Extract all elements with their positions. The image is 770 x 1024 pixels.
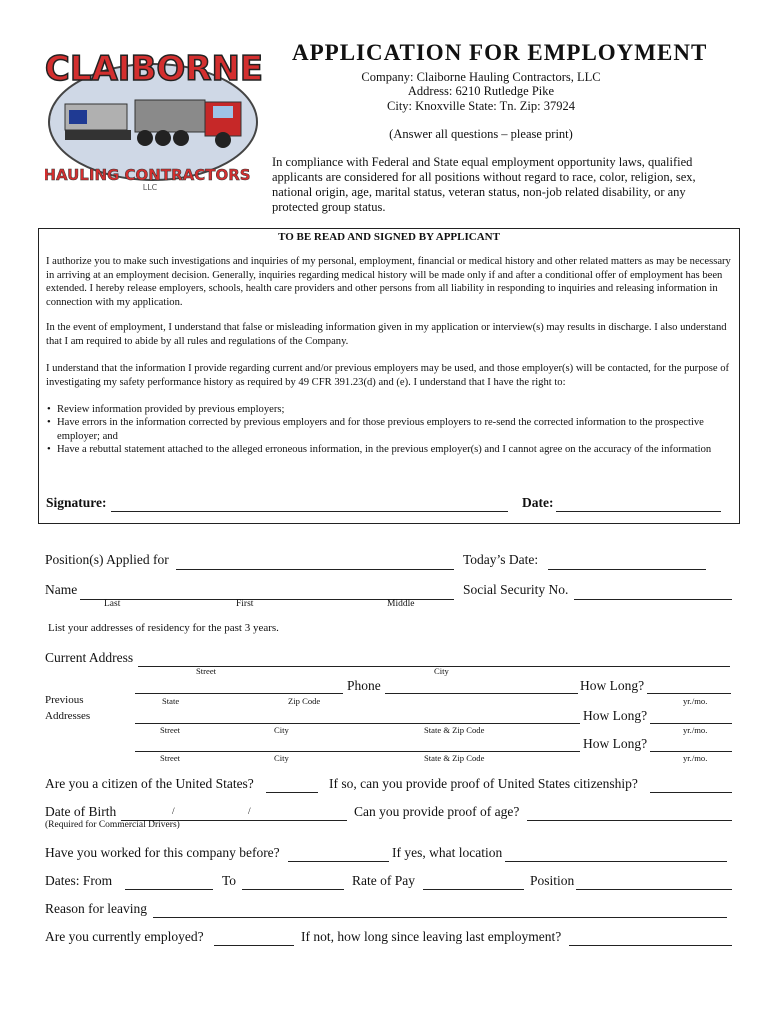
previous-how-long-1-field[interactable] bbox=[650, 723, 732, 724]
how-long-field[interactable] bbox=[647, 693, 731, 694]
logo-graphic bbox=[45, 40, 263, 190]
state-caption: State bbox=[162, 696, 180, 706]
authorization-title: TO BE READ AND SIGNED BY APPLICANT bbox=[278, 231, 500, 243]
bullet-item: • Have errors in the information corrected by previous employers and for those previous employers to re-send the corrected information to the prospective employer; and bbox=[47, 416, 727, 443]
company-line: Company: Claiborne Hauling Contractors, LLC bbox=[361, 70, 601, 84]
name-middle-caption: Middle bbox=[387, 599, 415, 609]
position-held-field[interactable] bbox=[576, 889, 732, 890]
addresses-label: Addresses bbox=[45, 710, 91, 722]
phone-field[interactable] bbox=[385, 693, 578, 694]
city-line: City: Knoxville State: Tn. Zip: 37924 bbox=[387, 99, 575, 113]
rate-of-pay-label: Rate of Pay bbox=[352, 873, 415, 888]
state-zip-caption: State & Zip Code bbox=[424, 753, 485, 763]
ssn-label: Social Security No. bbox=[463, 582, 569, 597]
age-proof-field[interactable] bbox=[527, 820, 732, 821]
time-since-employment-question: If not, how long since leaving last employment? bbox=[301, 929, 562, 944]
currently-employed-field[interactable] bbox=[214, 945, 294, 946]
how-long-label: How Long? bbox=[583, 708, 648, 723]
previous-label: Previous bbox=[45, 694, 84, 706]
time-since-employment-field[interactable] bbox=[569, 945, 732, 946]
logo-top-text: CLAIBORNE bbox=[45, 49, 263, 89]
currently-employed-question: Are you currently employed? bbox=[45, 929, 204, 944]
previous-address-1-field[interactable] bbox=[135, 723, 580, 724]
worked-before-question: Have you worked for this company before? bbox=[45, 845, 280, 860]
dates-from-label: Dates: From bbox=[45, 873, 113, 888]
current-city-caption: City bbox=[434, 666, 449, 676]
how-long-label: How Long? bbox=[583, 736, 648, 751]
dob-note: (Required for Commercial Drivers) bbox=[45, 820, 180, 830]
location-question: If yes, what location bbox=[392, 845, 503, 860]
dates-to-label: To bbox=[222, 873, 237, 888]
dob-label: Date of Birth bbox=[45, 804, 117, 819]
citizen-question: Are you a citizen of the United States? bbox=[45, 776, 254, 791]
city-caption: City bbox=[274, 753, 289, 763]
authorization-paragraph-1: I authorize you to make such investigations and inquiries of my personal, employment, financial or medical history and other related matters as may be necessary in arriving at an employment decision. Generally, inquiries regarding medical history will be made only if and after a conditional offer of employment has been extended. I hereby release employers, schools, health care providers and other persons from all liability in responding to inquiries and releasing information in connection with my application. bbox=[46, 256, 731, 308]
name-label: Name bbox=[45, 582, 78, 597]
citizenship-proof-question: If so, can you provide proof of United States citizenship? bbox=[329, 776, 638, 791]
previous-address-2-field[interactable] bbox=[135, 751, 580, 752]
compliance-text: In compliance with Federal and State equal employment opportunity laws, qualified applicants are considered for all positions without regard to race, color, religion, sex, national origin, age, marital status, veteran status, non-job related disability, or any protected group status. bbox=[272, 155, 696, 214]
ssn-field[interactable] bbox=[574, 599, 732, 600]
street-caption: Street bbox=[160, 753, 181, 763]
name-last-caption: Last bbox=[104, 599, 121, 609]
age-proof-question: Can you provide proof of age? bbox=[354, 804, 520, 819]
signature-date-field[interactable] bbox=[556, 511, 721, 512]
current-address-label: Current Address bbox=[45, 650, 134, 665]
citizenship-proof-field[interactable] bbox=[650, 792, 732, 793]
todays-date-label: Today’s Date: bbox=[463, 552, 539, 567]
dob-slash: / bbox=[172, 807, 175, 817]
city-caption: City bbox=[274, 725, 289, 735]
position-field[interactable] bbox=[176, 569, 454, 570]
address-line: Address: 6210 Rutledge Pike bbox=[407, 84, 555, 98]
authorization-paragraph-3: I understand that the information I provide regarding current and/or previous employers may be used, and those employer(s) will be contacted, for the purpose of investigating my safety performance history as required by 49 CFR 391.23(d) and (e). I understand that I have the right to: bbox=[46, 363, 730, 388]
authorization-paragraph-2: In the event of employment, I understand that false or misleading information given in my application or interview(s) may results in discharge. I also understand that I am required to abide by all rules and regulations of the Company. bbox=[46, 322, 727, 347]
todays-date-field[interactable] bbox=[548, 569, 706, 570]
current-state-zip-field[interactable] bbox=[135, 693, 343, 694]
bullet-text: Review information provided by previous employers; bbox=[57, 404, 285, 415]
position-label: Position(s) Applied for bbox=[45, 552, 169, 567]
dates-to-field[interactable] bbox=[242, 889, 344, 890]
name-first-caption: First bbox=[236, 599, 254, 609]
dob-slash: / bbox=[248, 807, 251, 817]
rate-of-pay-field[interactable] bbox=[423, 889, 524, 890]
signature-field[interactable] bbox=[111, 511, 508, 512]
bullet-text: Have a rebuttal statement attached to the alleged erroneous information, in the previous employer(s) and I cannot agree on the accuracy of the information bbox=[57, 444, 712, 455]
signature-date-label: Date: bbox=[522, 495, 554, 510]
bullet-item: • Have a rebuttal statement attached to the alleged erroneous information, in the previous employer(s) and I cannot agree on the accuracy of the information bbox=[47, 443, 727, 457]
authorization-box bbox=[38, 228, 740, 524]
zip-caption: Zip Code bbox=[288, 696, 321, 706]
position-held-label: Position bbox=[530, 873, 575, 888]
yr-mo-caption: yr./mo. bbox=[683, 753, 708, 763]
bullet-item: • Review information provided by previous employers; bbox=[47, 403, 727, 417]
worked-before-field[interactable] bbox=[288, 861, 389, 862]
company-logo bbox=[45, 40, 263, 190]
instructions: (Answer all questions – please print) bbox=[389, 127, 573, 141]
signature-label: Signature: bbox=[46, 495, 107, 510]
current-street-caption: Street bbox=[196, 666, 217, 676]
yr-mo-caption: yr./mo. bbox=[683, 725, 708, 735]
page-title: APPLICATION FOR EMPLOYMENT bbox=[292, 40, 708, 65]
residency-note: List your addresses of residency for the past 3 years. bbox=[48, 622, 279, 634]
yr-mo-caption: yr./mo. bbox=[683, 696, 708, 706]
logo-suffix: LLC bbox=[142, 183, 158, 190]
dates-from-field[interactable] bbox=[125, 889, 213, 890]
how-long-label: How Long? bbox=[580, 678, 645, 693]
reason-leaving-label: Reason for leaving bbox=[45, 901, 147, 916]
state-zip-caption: State & Zip Code bbox=[424, 725, 485, 735]
previous-how-long-2-field[interactable] bbox=[650, 751, 732, 752]
reason-leaving-field[interactable] bbox=[153, 917, 727, 918]
citizen-field[interactable] bbox=[266, 792, 318, 793]
location-field[interactable] bbox=[505, 861, 727, 862]
logo-bottom-text: HAULING CONTRACTORS bbox=[45, 166, 251, 184]
phone-label: Phone bbox=[347, 678, 381, 693]
street-caption: Street bbox=[160, 725, 181, 735]
bullet-text: Have errors in the information corrected by previous employers and for those previous employers to re-send the corrected information to the prospective employer; and bbox=[57, 417, 704, 442]
